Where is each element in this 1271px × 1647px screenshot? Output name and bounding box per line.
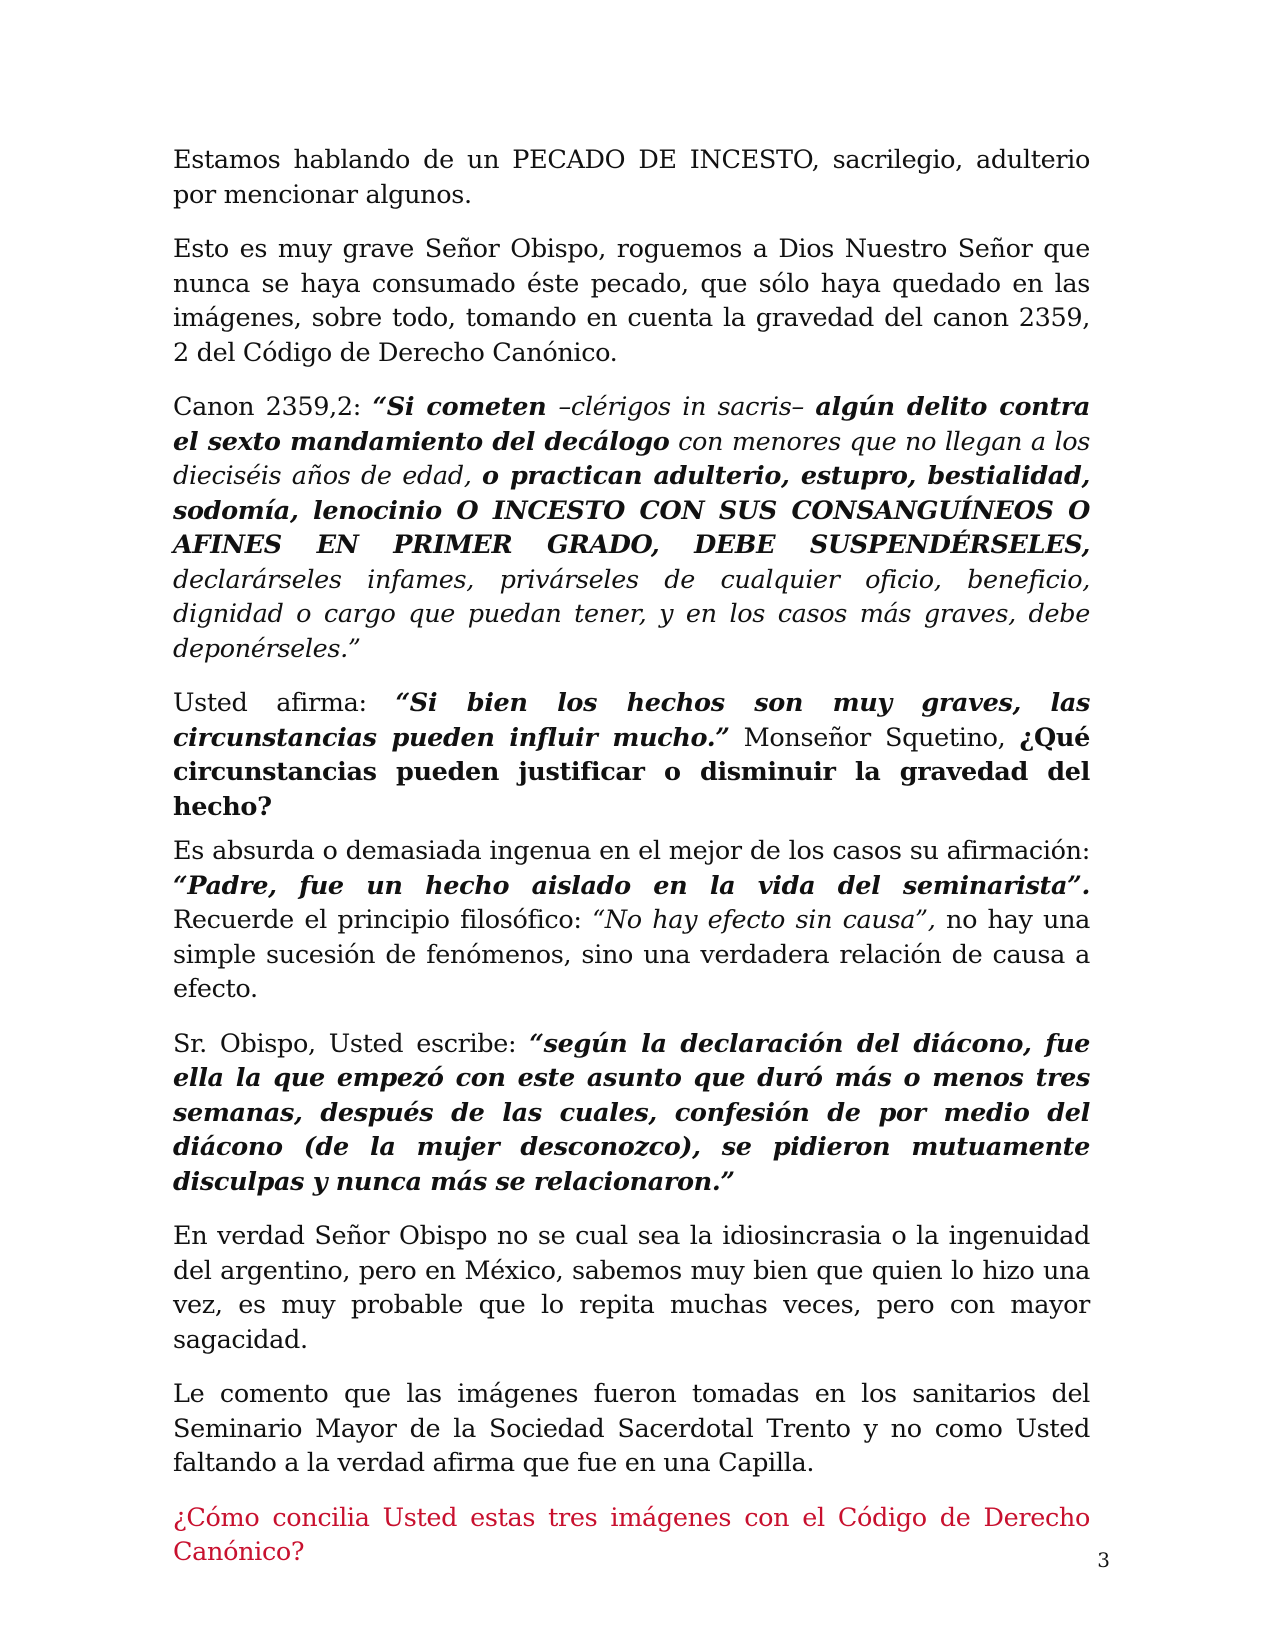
paragraph-closing-question: ¿Cómo concilia Usted estas tres imágenes con el Código de Derecho Canónico? (173, 1502, 1090, 1567)
circumstances-addressee: Monseñor Squetino, (729, 722, 1020, 753)
document-body (173, 143, 1090, 1590)
circumstances-quote: “Si bien los hechos son muy graves, las circunstancias pueden influir mucho.” (173, 688, 1091, 753)
quote-penalties: declarárseles infames, privárseles de cualquier oficio, beneficio, dignidad o cargo que puedan tener, y en los casos más graves, debe deponérseles.” (173, 564, 1090, 664)
paragraph-incest: Estamos hablando de un PECADO DE INCESTO, sacrilegio, adulterio por mencionar algunos. (173, 145, 1090, 210)
quote-open: “Si cometen (372, 392, 559, 422)
circumstances-intro: Usted afirma: (173, 688, 396, 718)
quote-minors: con menores que no llegan a los dieciséis años de edad, (173, 426, 1090, 491)
isolated-maxim: “No hay efecto sin causa”, (592, 905, 936, 935)
paragraph-repetition: En verdad Señor Obispo no se cual sea la idiosincrasia o la ingenuidad del argentino, pero en México, sabemos muy bien que quien lo hizo una vez, es muy probable que lo repita muchas veces, pero con mayor sagacidad. (173, 1221, 1090, 1355)
quote-sixth-commandment: algún delito contra el sexto mandamiento del decálogo (173, 392, 1090, 457)
paragraph-isolated-fact (173, 834, 1090, 1007)
isolated-conclusion: no hay una simple sucesión de fenómenos, sino una verdadera relación de causa a efecto. (173, 905, 1090, 1004)
isolated-quote: “Padre, fue un hecho aislado en la vida del seminarista”. (173, 870, 1090, 901)
paragraph-canon-quote (173, 390, 1090, 666)
deacon-quote: “según la declaración del diácono, fue ella la que empezó con este asunto que duró más o menos tres semanas, después de las cuales, confesión de por medio del diácono (de la mujer desconozco), se pidieron mutuamente disculpas y nunca más se relacionaron.” (173, 1028, 1090, 1197)
quote-offences: o practican adulterio, estupro, bestialidad, sodomía, lenocinio O INCESTO CON SUS CONSANGUÍNEOS O AFINES EN PRIMER GRADO, DEBE SUSPENDÉRSELES, (173, 461, 1090, 560)
page-number: 3 (1097, 1548, 1110, 1572)
isolated-principle: Recuerde el principio filosófico: (173, 905, 593, 935)
paragraph-circumstances (173, 686, 1090, 824)
deacon-intro: Sr. Obispo, Usted escribe: (173, 1028, 530, 1059)
circumstances-question: ¿Qué circunstancias pueden justificar o disminuir la gravedad del hecho? (173, 722, 1090, 822)
paragraph-location: Le comento que las imágenes fueron tomadas en los sanitarios del Seminario Mayor de la Sociedad Sacerdotal Trento y no como Usted faltando a la verdad afirma que fue en una Capilla. (173, 1379, 1090, 1478)
canon-reference: Canon 2359,2: (173, 392, 373, 422)
isolated-intro: Es absurda o demasiada ingenua en el mejor de los casos su afirmación: (173, 836, 1090, 866)
paragraph-gravity: Esto es muy grave Señor Obispo, roguemos a Dios Nuestro Señor que nunca se haya consumado éste pecado, que sólo haya quedado en las imágenes, sobre todo, tomando en cuenta la gravedad del canon 2359, 2 del Código de Derecho Canónico. (173, 234, 1090, 368)
quote-clerics: –clérigos in sacris– (558, 392, 816, 422)
paragraph-deacon-statement (173, 1027, 1090, 1200)
